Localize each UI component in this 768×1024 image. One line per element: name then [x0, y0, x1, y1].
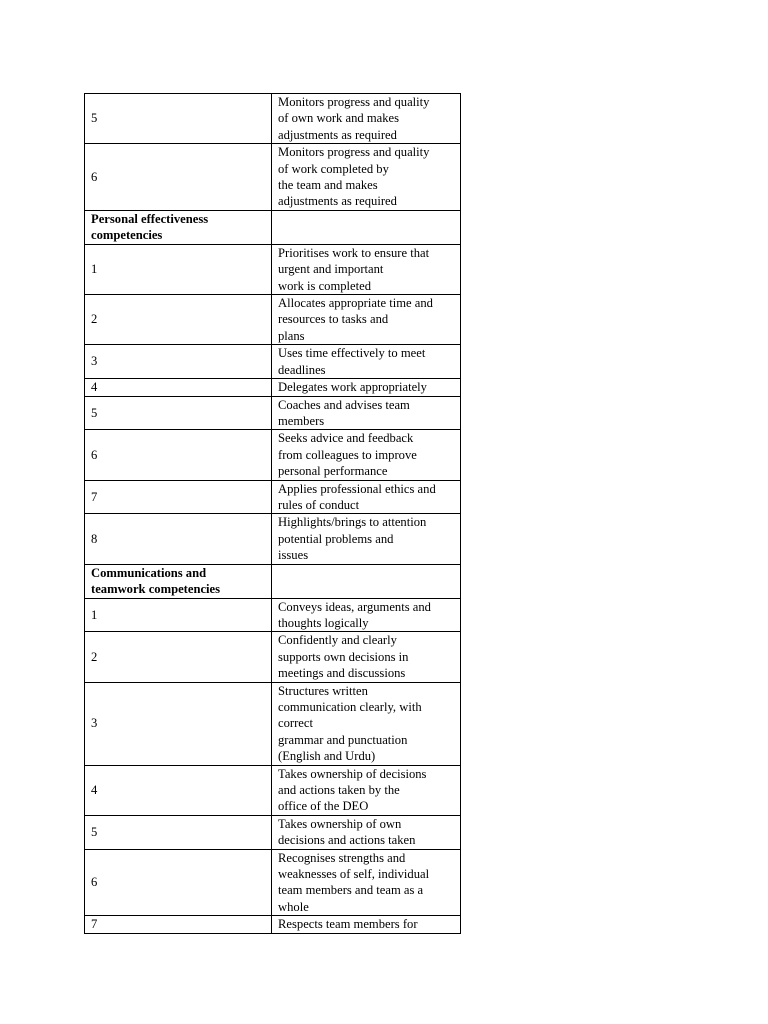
item-number: 5: [85, 396, 272, 430]
table-row: [85, 815, 461, 849]
item-number: 5: [85, 815, 272, 849]
item-number: 8: [85, 514, 272, 564]
table-row: [85, 144, 461, 211]
competency-description: Highlights/brings to attention potential problems and issues: [272, 514, 461, 564]
table-row: [85, 598, 461, 632]
item-number: 4: [85, 379, 272, 396]
competency-description: Confidently and clearly supports own decisions in meetings and discussions: [272, 632, 461, 682]
item-number: 1: [85, 598, 272, 632]
item-number: 7: [85, 480, 272, 514]
competency-description: Prioritises work to ensure that urgent and important work is completed: [272, 244, 461, 294]
table-row: [85, 295, 461, 345]
competency-description: Uses time effectively to meet deadlines: [272, 345, 461, 379]
table-row: [85, 514, 461, 564]
competencies-table: [84, 93, 461, 934]
competency-description: Structures written communication clearly, with correct grammar and punctuation (English and Urdu): [272, 682, 461, 765]
competency-description: Seeks advice and feedback from colleagues to improve personal performance: [272, 430, 461, 480]
competency-description: Takes ownership of decisions and actions taken by the office of the DEO: [272, 765, 461, 815]
table-row: [85, 849, 461, 916]
competency-description: Recognises strengths and weaknesses of self, individual team members and team as a whole: [272, 849, 461, 916]
table-row: [85, 430, 461, 480]
table-row: [85, 916, 461, 933]
item-number: 2: [85, 632, 272, 682]
competency-description: Applies professional ethics and rules of conduct: [272, 480, 461, 514]
item-number: 2: [85, 295, 272, 345]
competency-description: Monitors progress and quality of own work and makes adjustments as required: [272, 94, 461, 144]
item-number: 3: [85, 682, 272, 765]
competency-description: Takes ownership of own decisions and actions taken: [272, 815, 461, 849]
item-number: 7: [85, 916, 272, 933]
competency-description: Allocates appropriate time and resources to tasks and plans: [272, 295, 461, 345]
table-row: [85, 480, 461, 514]
section-header-row: [85, 210, 461, 244]
item-number: 6: [85, 849, 272, 916]
section-empty-cell: [272, 564, 461, 598]
table-row: [85, 632, 461, 682]
table-row: [85, 765, 461, 815]
item-number: 5: [85, 94, 272, 144]
table-row: [85, 682, 461, 765]
table-row: [85, 345, 461, 379]
table-row: [85, 94, 461, 144]
section-empty-cell: [272, 210, 461, 244]
competency-description: Delegates work appropriately: [272, 379, 461, 396]
section-header-row: [85, 564, 461, 598]
table-row: [85, 244, 461, 294]
competency-description: Conveys ideas, arguments and thoughts logically: [272, 598, 461, 632]
item-number: 6: [85, 430, 272, 480]
section-heading: Communications and teamwork competencies: [85, 564, 272, 598]
item-number: 6: [85, 144, 272, 211]
item-number: 1: [85, 244, 272, 294]
competencies-table-body: [85, 94, 461, 934]
table-row: [85, 379, 461, 396]
table-row: [85, 396, 461, 430]
competency-description: Respects team members for: [272, 916, 461, 933]
item-number: 4: [85, 765, 272, 815]
competency-description: Monitors progress and quality of work completed by the team and makes adjustments as required: [272, 144, 461, 211]
competency-description: Coaches and advises team members: [272, 396, 461, 430]
item-number: 3: [85, 345, 272, 379]
section-heading: Personal effectiveness competencies: [85, 210, 272, 244]
